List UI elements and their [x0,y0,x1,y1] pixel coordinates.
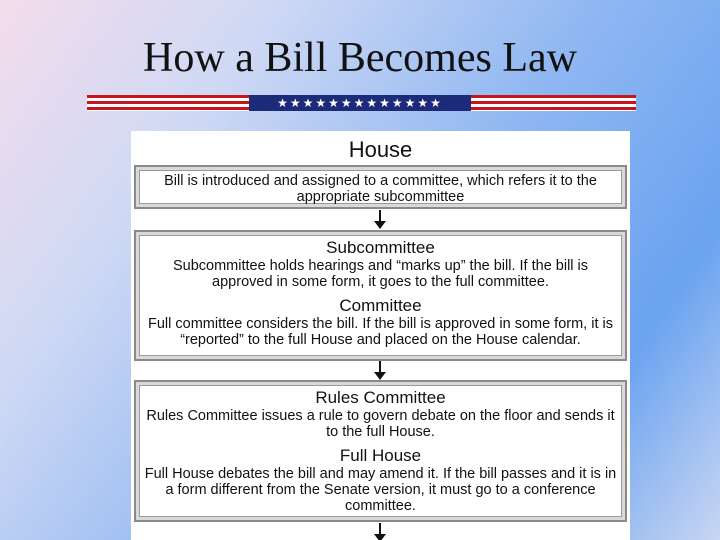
diagram-title: House [348,137,413,162]
committee-heading: Committee [339,296,422,315]
flag-stars: ★★★★★★★★★★★★★ [249,95,471,111]
down-arrow-icon [374,210,386,230]
step-introduction-box [134,165,627,209]
rules-committee-text: Rules Committee issues a rule to govern debate on the floor and sends it to the full House. [146,408,615,440]
committee-text: Full committee considers the bill. If the bill is approved in some form, it is “reported” to the full House and placed on the House calendar. [148,316,613,348]
flag-stripes-left [87,95,249,111]
step-committee-box [134,230,627,361]
full-house-text: Full House debates the bill and may amend it. If the bill passes and it is in a form different from the Senate version, it must go to a conference committee. [144,466,617,514]
rules-committee-heading: Rules Committee [315,388,446,407]
down-arrow-icon [374,523,386,540]
house-flowchart [131,131,630,540]
flag-divider [87,95,636,111]
slide-title: How a Bill Becomes Law [143,35,577,81]
full-house-heading: Full House [339,446,422,465]
step-introduction-text: Bill is introduced and assigned to a committee, which refers it to the appropriate subcommittee [164,173,597,205]
step-floor-box [134,380,627,522]
subcommittee-text: Subcommittee holds hearings and “marks up” the bill. If the bill is approved in some form, it goes to the full committee. [172,258,589,290]
down-arrow-icon [374,361,386,381]
subcommittee-heading: Subcommittee [326,238,435,257]
flag-stripes-right [471,95,636,111]
